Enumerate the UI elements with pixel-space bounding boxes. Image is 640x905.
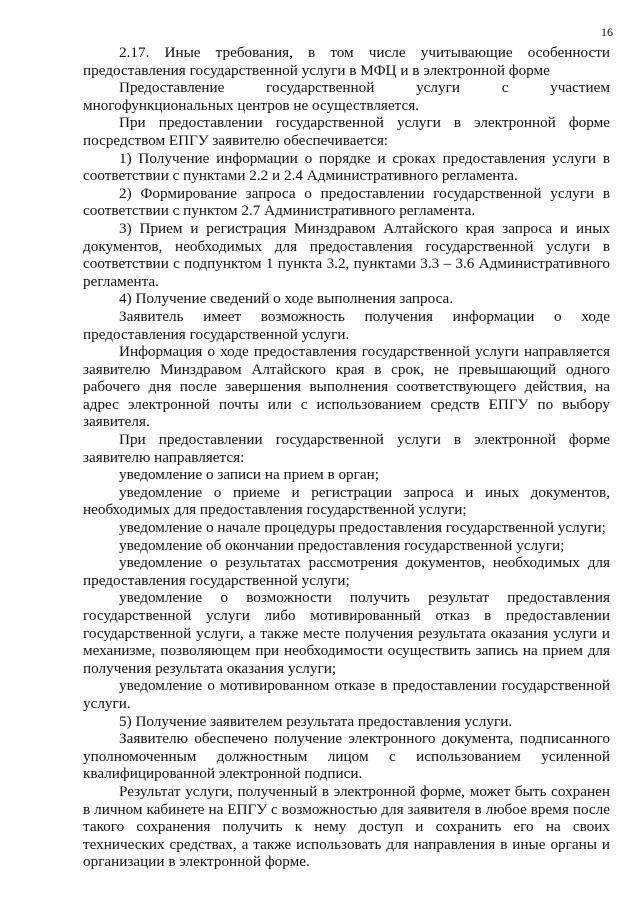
paragraph-epgu-intro: При предоставлении государственной услуги в электронной форме посредством ЕПГУ заявителю обеспечивается: bbox=[83, 114, 610, 149]
paragraph-notice-result: уведомление о возможности получить результат предоставления государственной услуги либо мотивированный отказ в предоставлении государственной услуги, а также месте получения результата оказания услуги и механизме, позволяющем при необходимости осуществить запись на прием для получения результата оказания услуги; bbox=[83, 589, 610, 677]
paragraph-notice-start: уведомление о начале процедуры предоставления государственной услуги; bbox=[119, 519, 606, 537]
paragraph-2-17-heading: 2.17. Иные требования, в том числе учитывающие особенности предоставления государственной услуги в МФЦ и в электронной форме bbox=[83, 44, 610, 79]
paragraph-electronic-document: Заявителю обеспечено получение электронного документа, подписанного уполномоченным должностным лицом с использованием усиленной квалифицированной электронной подписи. bbox=[83, 730, 610, 783]
paragraph-info-possibility: Заявитель имеет возможность получения информации о ходе предоставления государственной услуги. bbox=[83, 307, 610, 343]
paragraph-mfc: Предоставление государственной услуги с участием многофункциональных центров не осуществляется. bbox=[83, 79, 610, 114]
paragraph-item-1: 1) Получение информации о порядке и сроках предоставления услуги в соответствии с пунктами 2.2 и 2.4 Административного регламента. bbox=[83, 149, 610, 185]
paragraph-notice-appointment: уведомление о записи на прием в орган; bbox=[119, 466, 379, 484]
paragraph-item-5: 5) Получение заявителем результата предоставления услуги. bbox=[119, 712, 513, 730]
page-number: 16 bbox=[601, 25, 613, 39]
paragraph-notice-registration: уведомление о приеме и регистрации запроса и иных документов, необходимых для предоставления государственной услуги; bbox=[83, 483, 610, 519]
paragraph-item-2: 2) Формирование запроса о предоставлении государственной услуги в соответствии с пунктом 2.7 Административного регламента. bbox=[83, 184, 610, 220]
paragraph-notice-end: уведомление об окончании предоставления государственной услуги; bbox=[119, 536, 565, 554]
paragraph-item-4: 4) Получение сведений о ходе выполнения запроса. bbox=[119, 290, 454, 308]
paragraph-notice-review: уведомление о результатах рассмотрения документов, необходимых для предоставления государственной услуги; bbox=[83, 554, 610, 589]
paragraph-item-3: 3) Прием и регистрация Минздравом Алтайского края запроса и иных документов, необходимых для предоставления государственной услуги в соответствии с подпунктом 1 пункта 3.2, пунктами 3.3 – 3.6 Административного регламента. bbox=[83, 219, 610, 290]
document-body bbox=[83, 44, 610, 871]
paragraph-notifications-intro: При предоставлении государственной услуги в электронной форме заявителю направляется: bbox=[83, 431, 610, 466]
paragraph-info-sent: Информация о ходе предоставления государственной услуги направляется заявителю Минздравом Алтайского края в срок, не превышающий одного рабочего дня после завершения выполнения соответствующего действия, на адрес электронной почты или с использованием средств ЕПГУ по выбору заявителя. bbox=[83, 343, 610, 431]
paragraph-result-storage: Результат услуги, полученный в электронной форме, может быть сохранен в личном кабинете на ЕПГУ с возможностью для заявителя в любое время после такого сохранения получить к нему доступ и сохранить его на своих технических средствах, а также использовать для направления в иные органы и организации в электронной форме. bbox=[83, 782, 610, 871]
paragraph-notice-refusal: уведомление о мотивированном отказе в предоставлении государственной услуги. bbox=[83, 677, 610, 712]
